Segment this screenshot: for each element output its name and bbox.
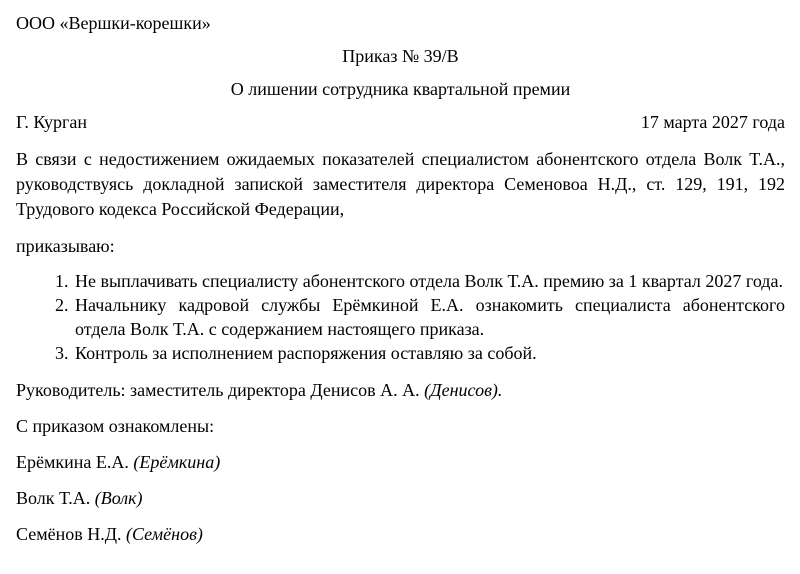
order-date: 17 марта 2027 года (640, 112, 785, 132)
company-name: ООО «Вершки-корешки» (16, 13, 211, 33)
acknowledgment-name-2: Волк Т.А. (16, 488, 91, 508)
order-item-3: 3. Контроль за исполнением распоряжения оставляю за собой. (73, 341, 785, 365)
acknowledgment-header: С приказом ознакомлены: (16, 416, 215, 436)
order-item-1: 1. Не выплачивать специалисту абонентского отдела Волк Т.А. премию за 1 квартал 2027 года. (73, 269, 785, 293)
acknowledgment-line-1 (16, 450, 785, 474)
acknowledgment-sign-3: (Семёнов) (126, 524, 203, 544)
directive-word: приказываю: (16, 236, 115, 256)
acknowledgment-sign-1: (Ерёмкина) (133, 452, 221, 472)
preamble-paragraph: В связи с недостижением ожидаемых показателей специалистом абонентского отдела Волк Т.А., руководствуясь докладной запиской заместителя директора Семеновоа Н.Д., ст. 129, 191, 192 Трудового кодекса Российской Федерации, (16, 149, 785, 219)
order-subject: О лишении сотрудника квартальной премии (230, 79, 571, 99)
order-title: Приказ № 39/В (342, 46, 459, 66)
city-label: Г. Курган (16, 112, 88, 132)
acknowledgment-name-3: Семёнов Н.Д. (16, 524, 122, 544)
acknowledgment-sign-2: (Волк) (94, 488, 143, 508)
director-signature-name: (Денисов). (424, 380, 503, 400)
order-item-2: 2. Начальнику кадровой службы Ерёмкиной Е.А. ознакомить специалиста абонентского отдела Волк Т.А. с содержанием настоящего приказа. (73, 293, 785, 341)
acknowledgment-line-2 (16, 486, 785, 510)
acknowledgment-name-1: Ерёмкина Е.А. (16, 452, 129, 472)
city-date-row (16, 110, 785, 135)
director-signature-line (16, 378, 785, 402)
director-signature-label: Руководитель: заместитель директора Денисов А. А. (16, 380, 420, 400)
acknowledgment-line-3 (16, 522, 785, 546)
order-items-list (16, 269, 785, 365)
